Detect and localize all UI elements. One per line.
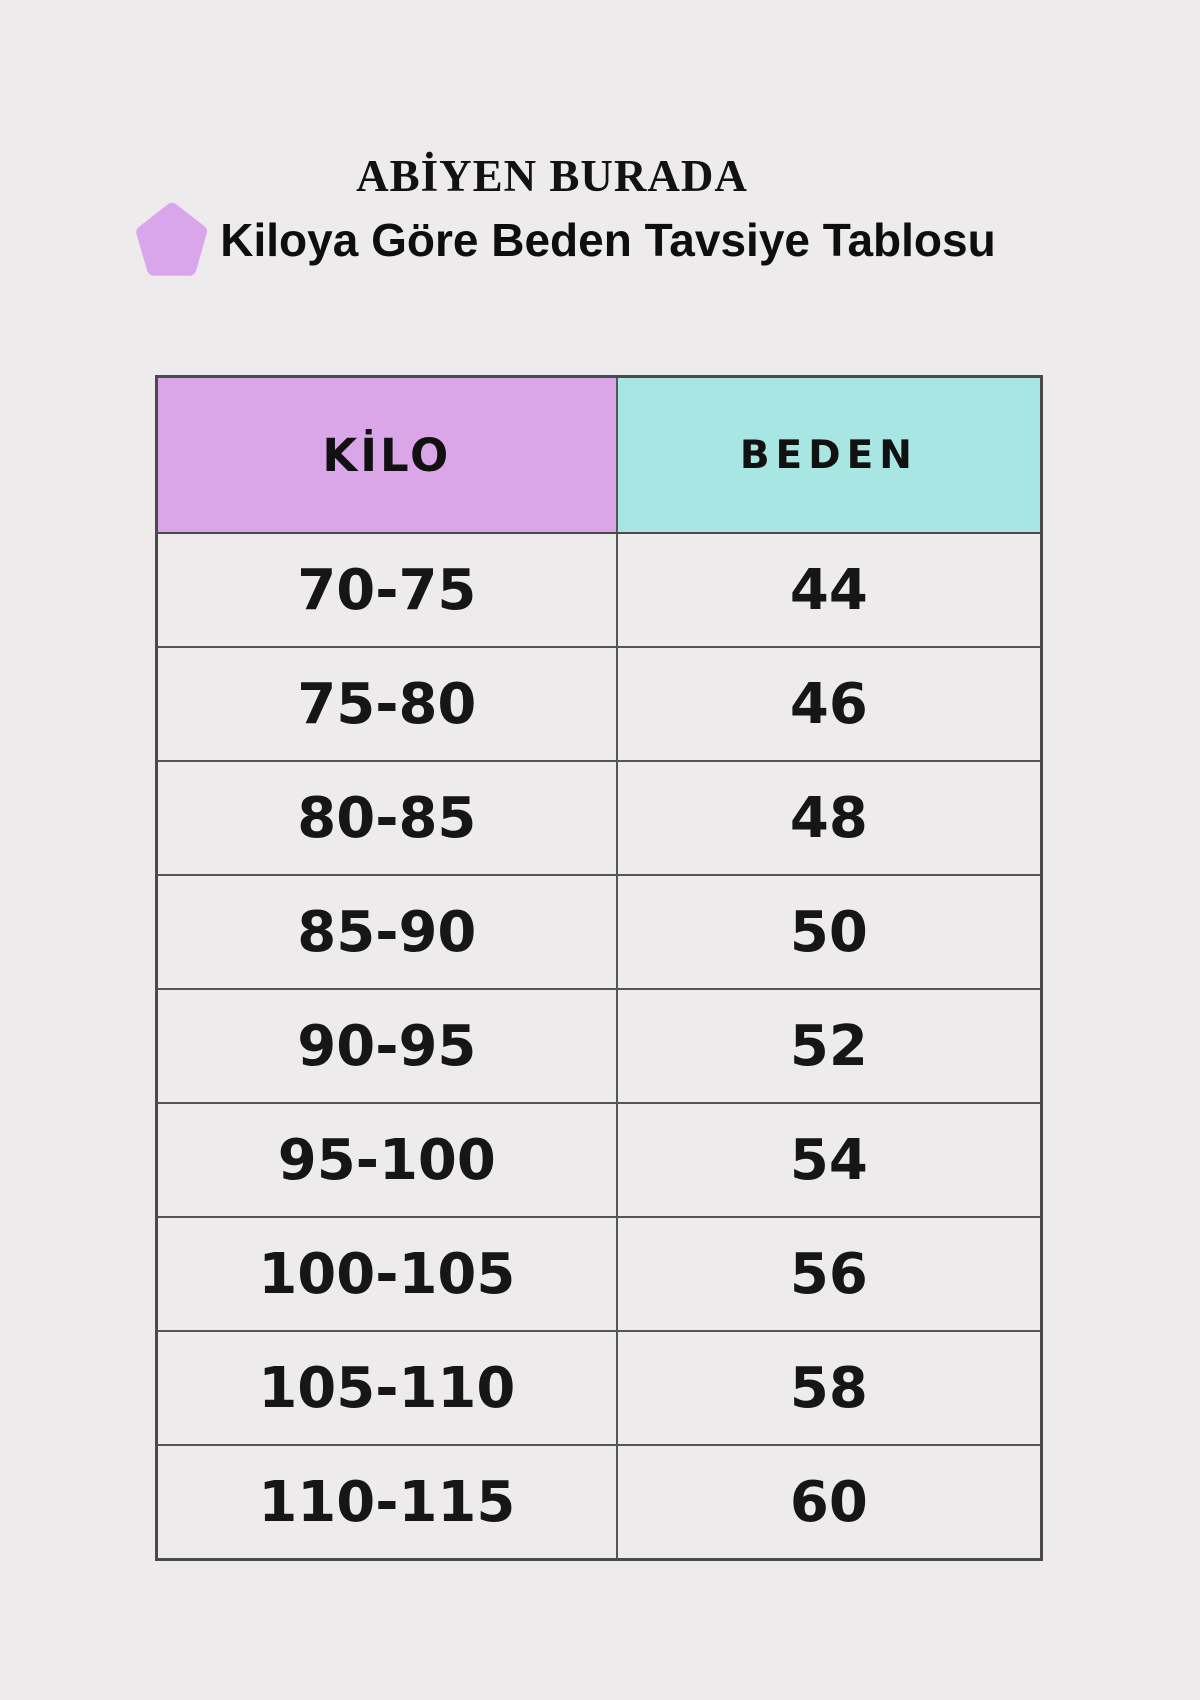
kilo-cell: 105-110	[157, 1331, 617, 1445]
kilo-cell: 85-90	[157, 875, 617, 989]
kilo-cell: 80-85	[157, 761, 617, 875]
table-row	[157, 1445, 1042, 1560]
kilo-cell: 100-105	[157, 1217, 617, 1331]
column-header-kilo: KİLO	[157, 377, 617, 534]
kilo-cell: 90-95	[157, 989, 617, 1103]
table-row	[157, 1217, 1042, 1331]
beden-cell: 56	[617, 1217, 1042, 1331]
beden-cell: 58	[617, 1331, 1042, 1445]
table-row	[157, 1103, 1042, 1217]
beden-cell: 52	[617, 989, 1042, 1103]
subtitle-row	[0, 200, 1200, 280]
table-row	[157, 875, 1042, 989]
kilo-cell: 95-100	[157, 1103, 617, 1217]
beden-cell: 48	[617, 761, 1042, 875]
table-header-row	[157, 377, 1042, 534]
table-row	[157, 989, 1042, 1103]
page-title: Kiloya Göre Beden Tavsiye Tablosu	[220, 214, 996, 266]
beden-cell: 50	[617, 875, 1042, 989]
beden-cell: 44	[617, 533, 1042, 647]
kilo-cell: 75-80	[157, 647, 617, 761]
table-row	[157, 533, 1042, 647]
beden-cell: 54	[617, 1103, 1042, 1217]
beden-cell: 46	[617, 647, 1042, 761]
size-recommendation-table	[155, 375, 1043, 1561]
pentagon-icon	[134, 200, 210, 280]
table-row	[157, 647, 1042, 761]
column-header-beden: BEDEN	[617, 377, 1042, 534]
table-row	[157, 1331, 1042, 1445]
kilo-cell: 70-75	[157, 533, 617, 647]
kilo-cell: 110-115	[157, 1445, 617, 1560]
beden-cell: 60	[617, 1445, 1042, 1560]
brand-title: ABİYEN BURADA	[356, 151, 748, 201]
table-row	[157, 761, 1042, 875]
